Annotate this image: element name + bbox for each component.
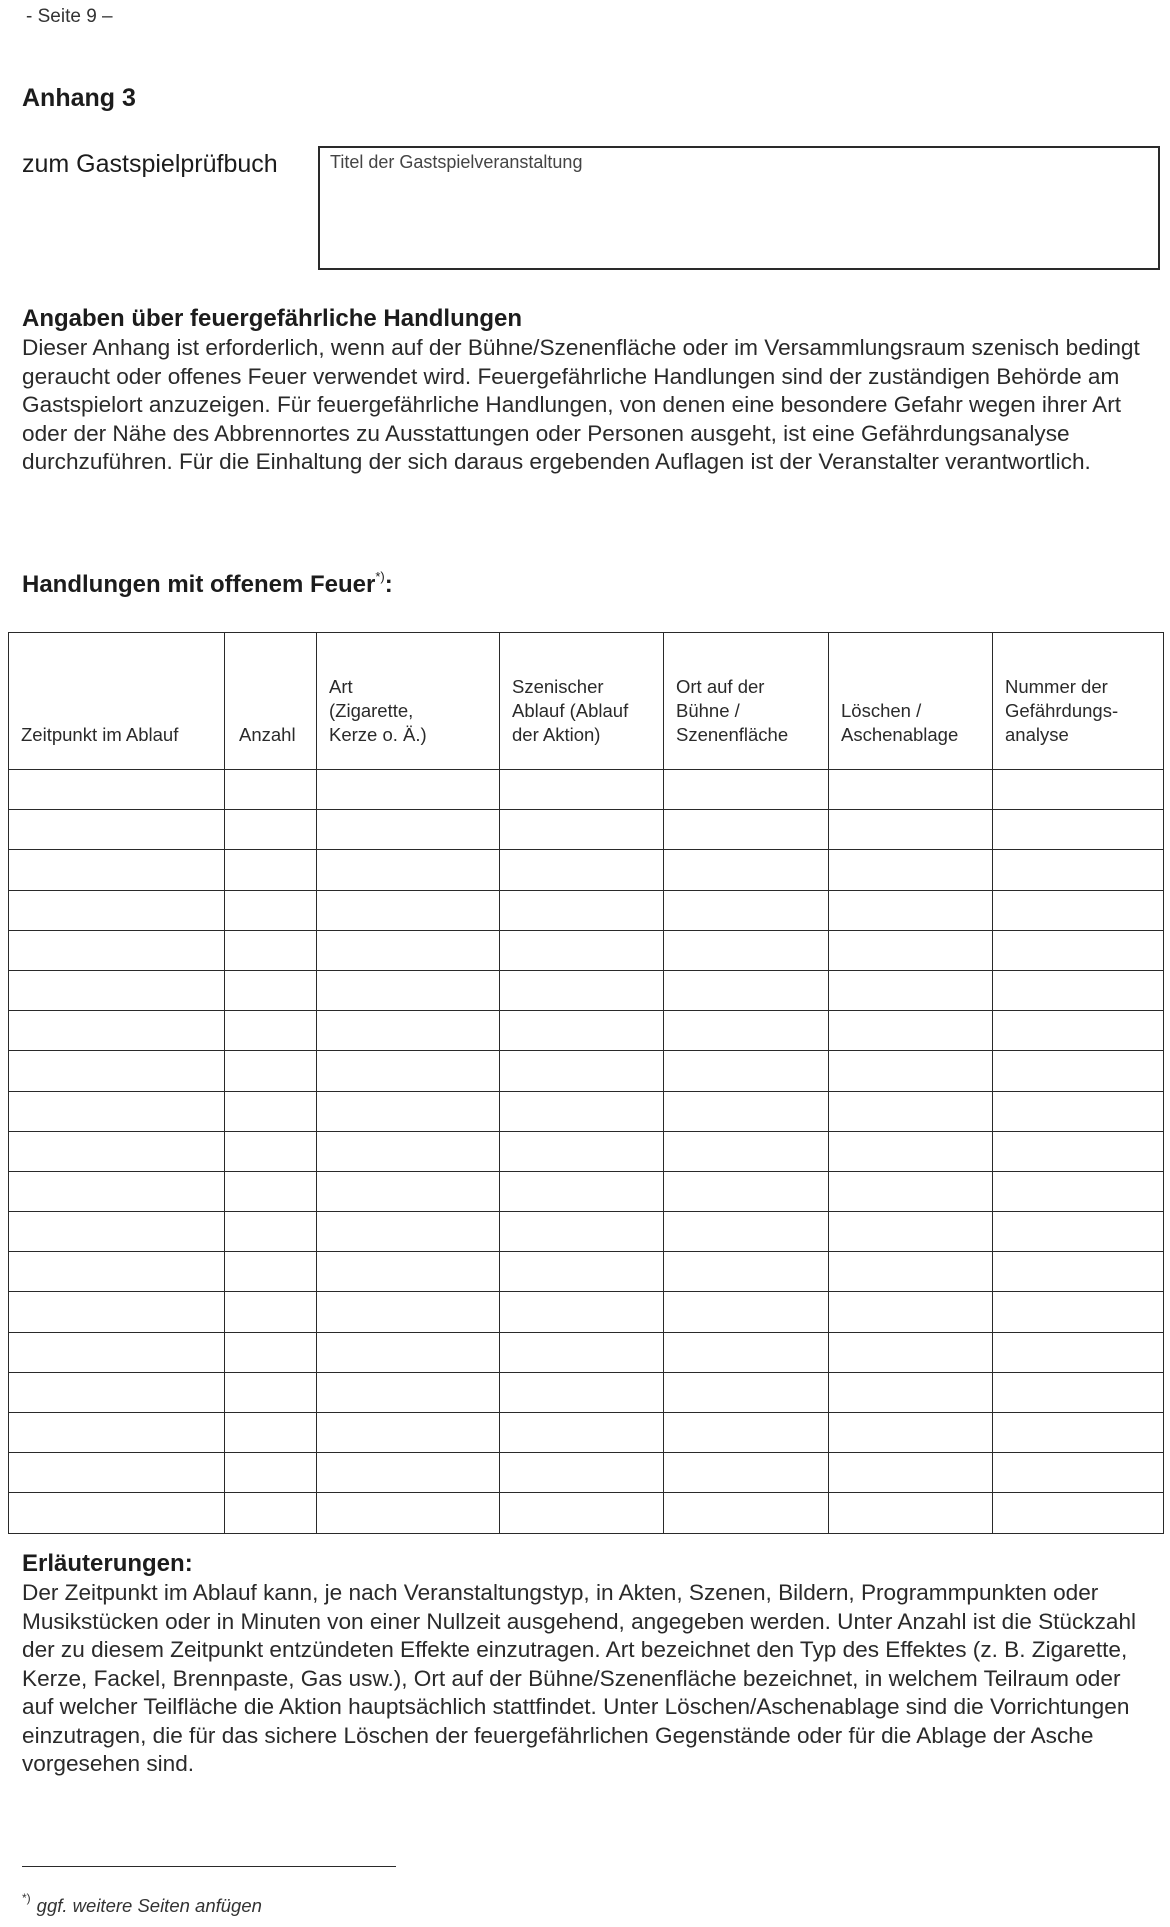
- table-header-row: [9, 633, 1164, 770]
- col-header-line: Nummer der: [1005, 676, 1108, 697]
- col-header-line: Bühne /: [676, 700, 740, 721]
- table-cell[interactable]: [664, 1453, 829, 1493]
- col-header-line: der Aktion): [512, 724, 601, 745]
- col-header-line: Kerze o. Ä.): [329, 724, 427, 745]
- table-cell[interactable]: [500, 850, 664, 890]
- table-cell[interactable]: [9, 1011, 225, 1051]
- table-cell[interactable]: [829, 1372, 993, 1412]
- table-row: [9, 1212, 1164, 1252]
- col-header-stage-location: [664, 633, 829, 770]
- table-cell[interactable]: [829, 1413, 993, 1453]
- table-cell[interactable]: [829, 1051, 993, 1091]
- table-heading-text: Handlungen mit offenem Feuer: [22, 571, 376, 598]
- table-cell[interactable]: [9, 1493, 225, 1533]
- table-cell[interactable]: [225, 1453, 317, 1493]
- table-cell[interactable]: [993, 1493, 1164, 1533]
- section-heading: Angaben über feuergefährliche Handlungen: [22, 305, 523, 332]
- table-cell[interactable]: [317, 850, 500, 890]
- table-cell[interactable]: [829, 1011, 993, 1051]
- table-cell[interactable]: [317, 890, 500, 930]
- event-title-label: Titel der Gastspielveranstaltung: [330, 152, 583, 172]
- table-cell[interactable]: [500, 1212, 664, 1252]
- table-row: [9, 970, 1164, 1010]
- table-cell[interactable]: [664, 1171, 829, 1211]
- table-cell[interactable]: [317, 1332, 500, 1372]
- col-header-line: Art: [329, 676, 353, 697]
- table-cell[interactable]: [500, 1413, 664, 1453]
- table-cell[interactable]: [664, 970, 829, 1010]
- table-cell[interactable]: [829, 930, 993, 970]
- table-cell[interactable]: [317, 770, 500, 810]
- table-cell[interactable]: [664, 1212, 829, 1252]
- table-row: [9, 1493, 1164, 1533]
- table-cell[interactable]: [993, 1332, 1164, 1372]
- table-cell[interactable]: [317, 1091, 500, 1131]
- table-cell[interactable]: [317, 1292, 500, 1332]
- col-header-time: [9, 633, 225, 770]
- table-cell[interactable]: [993, 1212, 1164, 1252]
- table-row: [9, 850, 1164, 890]
- table-cell[interactable]: [829, 850, 993, 890]
- table-row: [9, 810, 1164, 850]
- table-cell[interactable]: [829, 1252, 993, 1292]
- table-cell[interactable]: [9, 1292, 225, 1332]
- table-cell[interactable]: [500, 1171, 664, 1211]
- table-row: [9, 1011, 1164, 1051]
- table-cell[interactable]: [225, 1413, 317, 1453]
- table-cell[interactable]: [225, 1332, 317, 1372]
- table-cell[interactable]: [500, 1493, 664, 1533]
- table-cell[interactable]: [9, 1252, 225, 1292]
- table-cell[interactable]: [317, 1051, 500, 1091]
- table-cell[interactable]: [9, 890, 225, 930]
- table-cell[interactable]: [225, 930, 317, 970]
- table-row: [9, 770, 1164, 810]
- table-cell[interactable]: [317, 970, 500, 1010]
- table-cell[interactable]: [993, 890, 1164, 930]
- table-cell[interactable]: [829, 1131, 993, 1171]
- col-header-line: Zeitpunkt im Ablauf: [21, 724, 179, 745]
- footnote-marker: *): [22, 1891, 31, 1905]
- col-header-line: Anzahl: [239, 724, 296, 745]
- col-header-line: Szenischer: [512, 676, 604, 697]
- table-cell[interactable]: [500, 1252, 664, 1292]
- table-cell[interactable]: [993, 930, 1164, 970]
- table-cell[interactable]: [664, 1413, 829, 1453]
- table-cell[interactable]: [664, 1091, 829, 1131]
- table-cell[interactable]: [500, 770, 664, 810]
- table-cell[interactable]: [225, 1372, 317, 1412]
- table-cell[interactable]: [225, 1051, 317, 1091]
- table-cell[interactable]: [664, 1332, 829, 1372]
- notes-paragraph: Der Zeitpunkt im Ablauf kann, je nach Veranstaltungstyp, in Akten, Szenen, Bildern, Programmpunkten oder Musikstücken oder in Minuten von einer Nullzeit ausgehend, angegeben werden. Unter Anzahl ist die Stückzahl der zu diesem Zeitpunkt entzündeten Effekte einzutragen. Art bezeichnet den Typ des Effektes (z. B. Zigarette, Kerze, Fackel, Brennpaste, Gas usw.), Ort auf der Bühne/Szenenfläche bezeichnet, in welchem Teilraum oder auf welcher Teilfläche die Aktion hauptsächlich stattfindet. Unter Löschen/Aschenablage sind die Vorrichtungen einzutragen, die für das sichere Löschen der feuergefährlichen Gegenstände oder für die Ablage der Asche vorgesehen sind.: [22, 1580, 1137, 1776]
- table-cell[interactable]: [829, 1332, 993, 1372]
- table-cell[interactable]: [9, 850, 225, 890]
- footnote: [22, 1891, 262, 1917]
- table-cell[interactable]: [500, 1091, 664, 1131]
- table-cell[interactable]: [500, 1372, 664, 1412]
- table-cell[interactable]: [664, 850, 829, 890]
- table-cell[interactable]: [317, 1212, 500, 1252]
- table-cell[interactable]: [9, 1171, 225, 1211]
- table-row: [9, 1332, 1164, 1372]
- col-header-line: Ort auf der: [676, 676, 765, 697]
- table-cell[interactable]: [317, 1252, 500, 1292]
- annex-heading: Anhang 3: [22, 84, 136, 112]
- table-cell[interactable]: [829, 1453, 993, 1493]
- event-title-field[interactable]: [318, 146, 1160, 270]
- table-row: [9, 1091, 1164, 1131]
- col-header-line: analyse: [1005, 724, 1069, 745]
- table-cell[interactable]: [500, 810, 664, 850]
- table-cell[interactable]: [993, 1252, 1164, 1292]
- table-cell[interactable]: [225, 1212, 317, 1252]
- table-cell[interactable]: [317, 1493, 500, 1533]
- table-cell[interactable]: [993, 810, 1164, 850]
- table-cell[interactable]: [993, 1372, 1164, 1412]
- table-cell[interactable]: [664, 770, 829, 810]
- table-cell[interactable]: [500, 970, 664, 1010]
- table-cell[interactable]: [829, 1171, 993, 1211]
- table-cell[interactable]: [500, 890, 664, 930]
- footnote-divider: [22, 1866, 396, 1867]
- table-cell[interactable]: [225, 1292, 317, 1332]
- table-cell[interactable]: [993, 1453, 1164, 1493]
- table-cell[interactable]: [829, 1091, 993, 1131]
- col-header-scene-sequence: [500, 633, 664, 770]
- table-cell[interactable]: [829, 770, 993, 810]
- table-cell[interactable]: [993, 1051, 1164, 1091]
- table-cell[interactable]: [317, 1011, 500, 1051]
- table-cell[interactable]: [664, 1051, 829, 1091]
- table-cell[interactable]: [9, 1212, 225, 1252]
- table-heading-colon: :: [384, 571, 393, 598]
- table-cell[interactable]: [664, 1493, 829, 1533]
- col-header-type: [317, 633, 500, 770]
- col-header-risk-analysis: [993, 633, 1164, 770]
- table-cell[interactable]: [993, 850, 1164, 890]
- footnote-text: ggf. weitere Seiten anfügen: [36, 1895, 262, 1916]
- table-cell[interactable]: [9, 1131, 225, 1171]
- fire-actions-table: [8, 632, 1164, 1534]
- table-cell[interactable]: [317, 810, 500, 850]
- table-cell[interactable]: [317, 1372, 500, 1412]
- table-row: [9, 1292, 1164, 1332]
- notes-heading: Erläuterungen:: [22, 1550, 193, 1577]
- table-cell[interactable]: [500, 930, 664, 970]
- table-cell[interactable]: [9, 1332, 225, 1372]
- table-cell[interactable]: [9, 1372, 225, 1412]
- table-row: [9, 1453, 1164, 1493]
- table-cell[interactable]: [993, 1011, 1164, 1051]
- table-cell[interactable]: [9, 1453, 225, 1493]
- section-paragraph: Dieser Anhang ist erforderlich, wenn auf der Bühne/Szenenfläche oder im Versammlungsraum szenisch bedingt geraucht oder offenes Feuer verwendet wird. Feuergefährliche Handlungen sind der zuständigen Behörde am Gastspielort anzuzeigen. Für feuergefährliche Handlungen, von denen eine besondere Gefahr wegen ihrer Art oder der Nähe des Abbrennortes zu Ausstattungen oder Personen ausgeht, ist eine Gefährdungsanalyse durchzuführen. Für die Einhaltung der sich daraus ergebenden Auflagen ist der Veranstalter verantwortlich.: [22, 335, 1140, 474]
- table-cell[interactable]: [225, 1493, 317, 1533]
- table-cell[interactable]: [225, 1091, 317, 1131]
- table-cell[interactable]: [664, 930, 829, 970]
- table-cell[interactable]: [9, 970, 225, 1010]
- table-cell[interactable]: [317, 1453, 500, 1493]
- table-cell[interactable]: [500, 1332, 664, 1372]
- table-cell[interactable]: [500, 1051, 664, 1091]
- table-cell[interactable]: [9, 1091, 225, 1131]
- col-header-line: Aschenablage: [841, 724, 959, 745]
- col-header-line: Gefährdungs-: [1005, 700, 1119, 721]
- table-heading-footnote-marker: *): [375, 569, 385, 584]
- table-cell[interactable]: [664, 1011, 829, 1051]
- table-cell[interactable]: [993, 770, 1164, 810]
- table-cell[interactable]: [500, 1011, 664, 1051]
- table-row: [9, 1051, 1164, 1091]
- table-row: [9, 930, 1164, 970]
- table-cell[interactable]: [225, 890, 317, 930]
- table-cell[interactable]: [225, 1171, 317, 1211]
- table-row: [9, 1413, 1164, 1453]
- table-cell[interactable]: [225, 770, 317, 810]
- table-cell[interactable]: [9, 770, 225, 810]
- table-cell[interactable]: [225, 810, 317, 850]
- table-cell[interactable]: [9, 930, 225, 970]
- table-cell[interactable]: [993, 970, 1164, 1010]
- table-cell[interactable]: [317, 1413, 500, 1453]
- table-heading: [22, 569, 393, 599]
- table-cell[interactable]: [500, 1292, 664, 1332]
- table-cell[interactable]: [317, 1131, 500, 1171]
- table-cell[interactable]: [317, 1171, 500, 1211]
- col-header-line: Ablauf (Ablauf: [512, 700, 629, 721]
- table-cell[interactable]: [500, 1131, 664, 1171]
- table-row: [9, 890, 1164, 930]
- table-cell[interactable]: [225, 1011, 317, 1051]
- col-header-line: Löschen /: [841, 700, 922, 721]
- table-cell[interactable]: [829, 810, 993, 850]
- table-cell[interactable]: [993, 1413, 1164, 1453]
- table-cell[interactable]: [829, 1292, 993, 1332]
- table-cell[interactable]: [9, 810, 225, 850]
- table-cell[interactable]: [500, 1453, 664, 1493]
- table-cell[interactable]: [829, 1212, 993, 1252]
- table-cell[interactable]: [993, 1292, 1164, 1332]
- page-number: - Seite 9 –: [26, 6, 113, 27]
- col-header-count: [225, 633, 317, 770]
- table-cell[interactable]: [225, 1131, 317, 1171]
- table-cell[interactable]: [664, 1131, 829, 1171]
- table-cell[interactable]: [225, 850, 317, 890]
- table-cell[interactable]: [664, 810, 829, 850]
- table-row: [9, 1131, 1164, 1171]
- table-cell[interactable]: [664, 1292, 829, 1332]
- table-cell[interactable]: [829, 890, 993, 930]
- table-cell[interactable]: [664, 890, 829, 930]
- table-cell[interactable]: [993, 1171, 1164, 1211]
- table-row: [9, 1171, 1164, 1211]
- table-cell[interactable]: [225, 970, 317, 1010]
- table-row: [9, 1252, 1164, 1292]
- col-header-line: (Zigarette,: [329, 700, 414, 721]
- table-cell[interactable]: [993, 1091, 1164, 1131]
- table-cell[interactable]: [993, 1131, 1164, 1171]
- table-cell[interactable]: [317, 930, 500, 970]
- col-header-extinguish: [829, 633, 993, 770]
- table-cell[interactable]: [664, 1372, 829, 1412]
- table-cell[interactable]: [9, 1413, 225, 1453]
- table-row: [9, 1372, 1164, 1412]
- test-book-label: zum Gastspielprüfbuch: [22, 150, 278, 178]
- table-cell[interactable]: [9, 1051, 225, 1091]
- table-cell[interactable]: [829, 970, 993, 1010]
- col-header-line: Szenenfläche: [676, 724, 789, 745]
- table-cell[interactable]: [225, 1252, 317, 1292]
- table-cell[interactable]: [829, 1493, 993, 1533]
- table-cell[interactable]: [664, 1252, 829, 1292]
